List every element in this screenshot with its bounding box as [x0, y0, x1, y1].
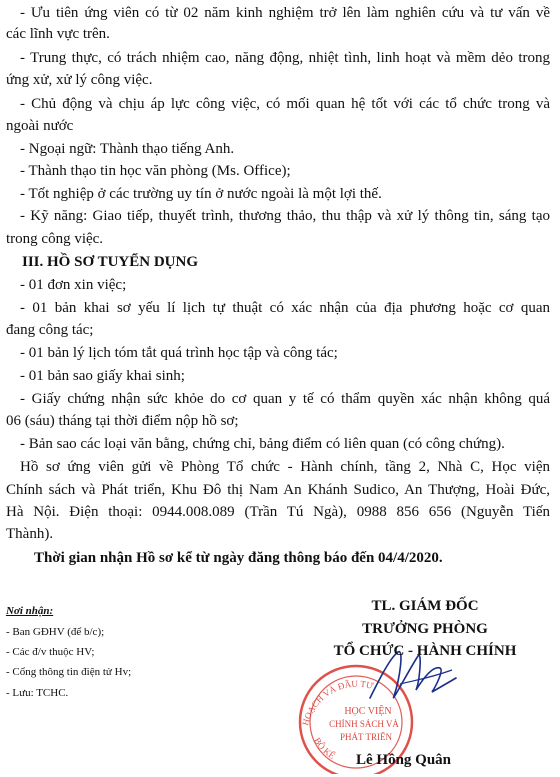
dossier-item: 06 (sáu) tháng tại thời điểm nộp hồ sơ; [6, 413, 239, 429]
requirement-line: - Ngoại ngữ: Thành thạo tiếng Anh. [20, 141, 235, 157]
dossier-item: - Bản sao các loại văn bằng, chứng chỉ, bảng điểm có liên quan (có công chứng). [20, 436, 505, 452]
dossier-item: - 01 bản sao giấy khai sinh; [20, 368, 185, 384]
deadline-notice: Thời gian nhận Hồ sơ kể từ ngày đăng thông báo đến 04/4/2020. [34, 550, 443, 566]
svg-text:CHÍNH SÁCH VÀ: CHÍNH SÁCH VÀ [329, 719, 399, 729]
requirement-line: các lĩnh vực trên. [6, 26, 110, 42]
submission-paragraph: Chính sách và Phát triển, Khu Đô thị Nam An Khánh Sudico, An Thượng, Hoài Đức, [6, 482, 550, 498]
recipient-item: - Các đ/v thuộc HV; [6, 646, 95, 658]
recipient-item: - Ban GĐHV (để b/c); [6, 626, 105, 638]
requirement-line: - Trung thực, có trách nhiệm cao, năng động, nhiệt tình, linh hoạt và mềm dẻo trong [20, 50, 550, 66]
signature-title: TỔ CHỨC - HÀNH CHÍNH [333, 643, 517, 659]
dossier-item: - 01 bản lý lịch tóm tắt quá trình học tập và công tác; [20, 345, 338, 361]
requirement-line: - Ưu tiên ứng viên có từ 02 năm kinh nghiệm trở lên làm nghiên cứu và tư vấn về [20, 5, 550, 21]
requirement-line: - Kỹ năng: Giao tiếp, thuyết trình, thương thảo, thu thập và xử lý thông tin, sáng tạo [20, 208, 550, 224]
svg-text:PHÁT TRIỂN: PHÁT TRIỂN [340, 732, 392, 742]
submission-paragraph: Hà Nội. Điện thoại: 0944.008.089 (Trần Tú Ngà), 0988 856 656 (Nguyễn Tiến [6, 504, 550, 520]
svg-text:BỘ KẾ: BỘ KẾ [312, 735, 337, 761]
submission-paragraph: Hồ sơ ứng viên gửi về Phòng Tổ chức - Hành chính, tầng 2, Nhà C, Học viện [20, 459, 550, 475]
signer-name: Lê Hồng Quân [356, 752, 452, 768]
section-heading: III. HỒ SƠ TUYỂN DỤNG [22, 254, 199, 270]
signature-title: TRƯỞNG PHÒNG [362, 621, 488, 637]
requirement-line: trong công việc. [6, 231, 104, 247]
recipients-title: Nơi nhận: [6, 605, 54, 617]
dossier-item: - Giấy chứng nhận sức khỏe do cơ quan y tế có thẩm quyền xác nhận không quá [20, 391, 550, 407]
requirement-line: ứng xử, xử lý công việc. [6, 72, 153, 88]
requirement-line: ngoài nước [6, 118, 74, 134]
dossier-item: - 01 bản khai sơ yếu lí lịch tự thuật có xác nhận của địa phương hoặc cơ quan [20, 300, 550, 316]
requirement-line: - Thành thạo tin học văn phòng (Ms. Office); [20, 163, 291, 179]
dossier-item: đang công tác; [6, 322, 94, 338]
dossier-item: - 01 đơn xin việc; [20, 277, 127, 293]
signature-title: TL. GIÁM ĐỐC [371, 598, 479, 614]
recipient-item: - Lưu: TCHC. [6, 687, 69, 699]
requirement-line: - Tốt nghiệp ở các trường uy tín ở nước ngoài là một lợi thế. [20, 186, 382, 202]
recipient-item: - Cổng thông tin điện tử Hv; [6, 666, 132, 678]
svg-text:HỌC VIỆN: HỌC VIỆN [344, 706, 392, 717]
submission-paragraph: Thành). [6, 526, 54, 542]
requirement-line: - Chủ động và chịu áp lực công việc, có mối quan hệ tốt với các tổ chức trong và [20, 96, 550, 112]
svg-text:HOẠCH VÀ ĐẦU TƯ: HOẠCH VÀ ĐẦU TƯ [300, 678, 375, 727]
